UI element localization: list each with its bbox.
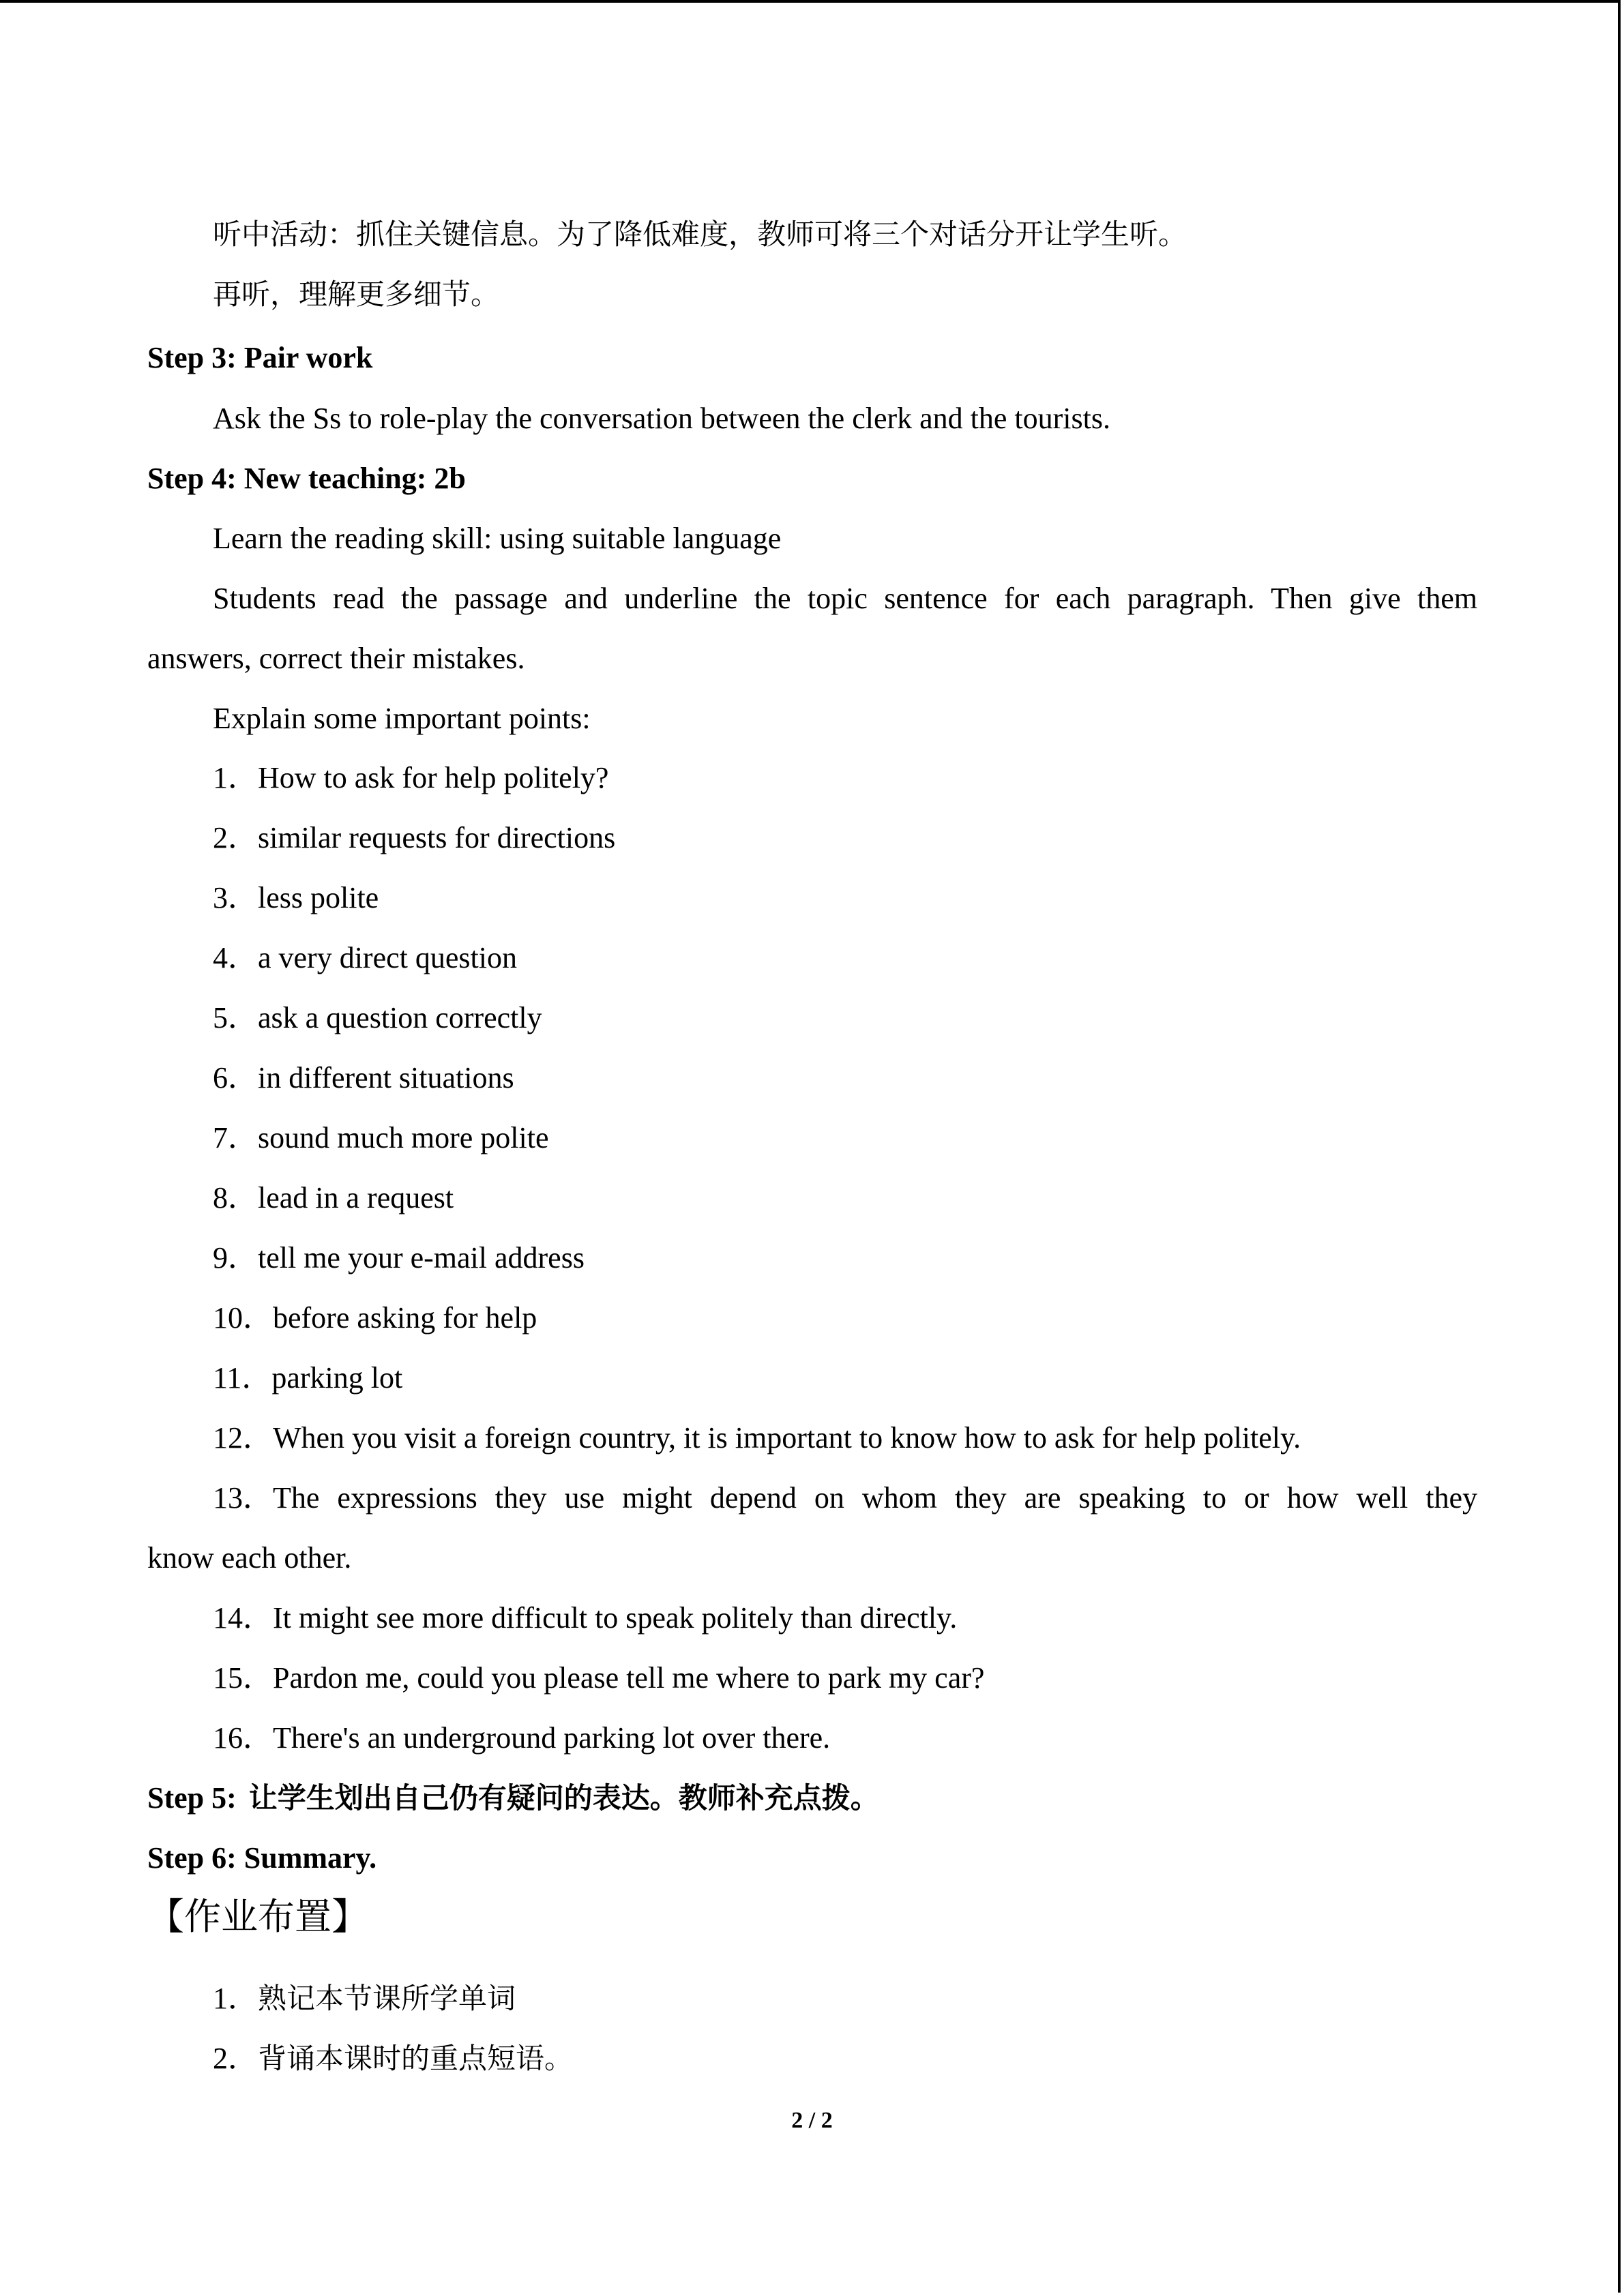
item-text: similar requests for directions	[258, 821, 616, 854]
item-text: When you visit a foreign country, it is important to know how to ask for help politely.	[273, 1421, 1301, 1455]
list-item	[213, 1299, 537, 1337]
list-item	[213, 1059, 514, 1097]
step6-heading: Step 6: Summary.	[147, 1841, 377, 1875]
homework-item	[213, 2040, 573, 2078]
list-item	[213, 819, 615, 857]
item-number: 13．	[213, 1481, 273, 1515]
listening-activity-text: 听中活动：抓住关键信息。为了降低难度，教师可将三个对话分开让学生听。	[213, 218, 1187, 251]
step3-heading: Step 3: Pair work	[147, 341, 373, 374]
item-text: before asking for help	[273, 1301, 537, 1335]
list-item	[213, 879, 379, 917]
item-text: The expressions they use might depend on whom they are speaking to or how well they	[273, 1481, 1477, 1515]
list-item	[213, 1419, 1301, 1457]
item-number: 2．	[213, 2042, 258, 2075]
item-number: 7．	[213, 1121, 258, 1154]
item-number: 10．	[213, 1301, 273, 1335]
step5-text: 让学生划出自己仍有疑问的表达。教师补充点拨。	[248, 1781, 879, 1815]
list-item	[213, 1659, 984, 1697]
item-number: 5．	[213, 1001, 258, 1034]
list-item	[213, 1239, 585, 1277]
step5-label: Step 5:	[147, 1781, 237, 1815]
list-item	[213, 1179, 454, 1217]
item-number: 3．	[213, 881, 258, 914]
list-item	[213, 759, 608, 797]
list-item	[213, 939, 517, 977]
item-number: 14．	[213, 1601, 273, 1635]
homework-item	[213, 1980, 516, 2018]
explain-points-text: Explain some important points:	[213, 702, 591, 735]
item-number: 12．	[213, 1421, 273, 1455]
item-text: How to ask for help politely?	[258, 761, 609, 794]
step5-line	[147, 1779, 879, 1817]
item-text: in different situations	[258, 1061, 514, 1094]
item-number: 15．	[213, 1661, 273, 1695]
relisten-text: 再听，理解更多细节。	[213, 278, 500, 311]
item-text: Pardon me, could you please tell me where to park my car?	[273, 1661, 985, 1695]
item-text: less polite	[258, 881, 379, 914]
item-number: 8．	[213, 1181, 258, 1214]
item-text: 背诵本课时的重点短语。	[258, 2042, 574, 2075]
list-item	[213, 1359, 402, 1397]
list-item	[213, 1479, 1477, 1517]
item-number: 11．	[213, 1361, 272, 1395]
item-number: 2．	[213, 821, 258, 854]
item-text: There's an underground parking lot over there.	[273, 1721, 831, 1755]
item-number: 6．	[213, 1061, 258, 1094]
list-item-continuation: know each other.	[147, 1541, 352, 1575]
list-item	[213, 999, 542, 1037]
item-number: 1．	[213, 761, 258, 794]
item-text: sound much more polite	[258, 1121, 549, 1154]
item-text: tell me your e-mail address	[258, 1241, 585, 1274]
item-number: 16．	[213, 1721, 273, 1755]
item-text: 熟记本节课所学单词	[258, 1982, 516, 2015]
item-text: lead in a request	[258, 1181, 454, 1214]
list-item	[213, 1119, 549, 1157]
item-text: a very direct question	[258, 941, 517, 974]
step4-heading: Step 4: New teaching: 2b	[147, 462, 466, 495]
item-text: ask a question correctly	[258, 1001, 542, 1034]
list-item	[213, 1719, 830, 1757]
homework-heading: 【作业布置】	[147, 1895, 368, 1938]
item-text: parking lot	[271, 1361, 403, 1395]
page-number: 2 / 2	[791, 2108, 833, 2133]
step3-text: Ask the Ss to role-play the conversation between the clerk and the tourists.	[213, 402, 1110, 435]
step4-skill-text: Learn the reading skill: using suitable language	[213, 522, 782, 555]
item-text: It might see more difficult to speak politely than directly.	[273, 1601, 958, 1635]
step4-instruction-line1: Students read the passage and underline the topic sentence for each paragraph. Then give them	[213, 582, 1477, 615]
step4-instruction-line2: answers, correct their mistakes.	[147, 642, 525, 675]
item-number: 1．	[213, 1982, 258, 2015]
item-number: 9．	[213, 1241, 258, 1274]
list-item	[213, 1599, 957, 1637]
item-number: 4．	[213, 941, 258, 974]
